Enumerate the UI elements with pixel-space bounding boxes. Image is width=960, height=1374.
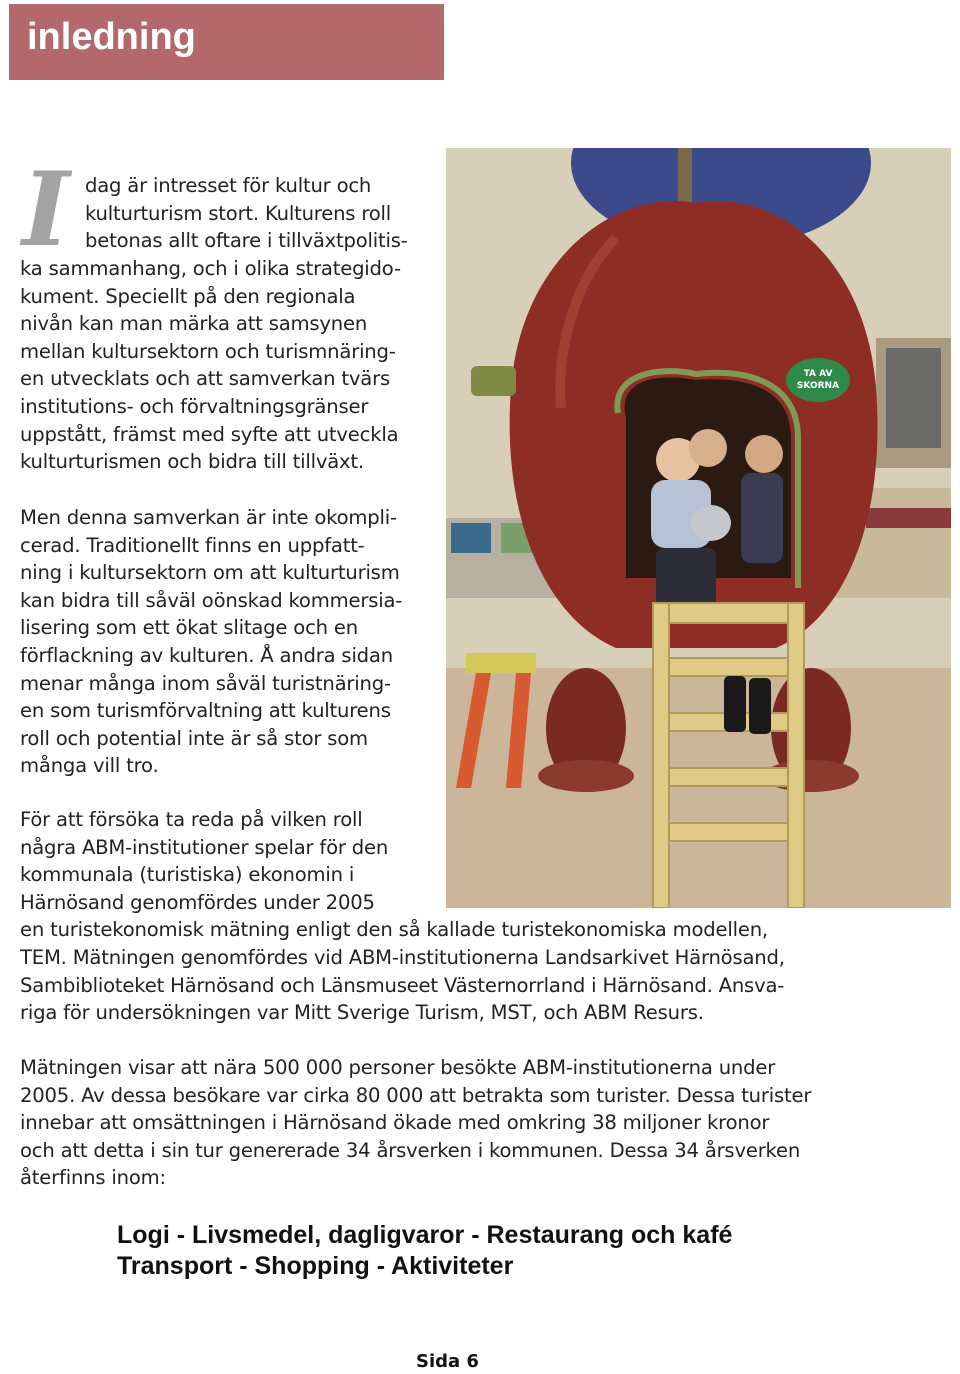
svg-text:TA AV: TA AV bbox=[803, 369, 833, 379]
paragraph-3: För att försöka ta reda på vilken roll några ABM-institutioner spelar för den kommunala (turistiska) ekonomin i Härnösand genomfördes under 2005 en turistekonomisk mätning enligt den så kallade turistekonomiska modellen, TEM. Mätningen genomfördes vid ABM-institutionerna Landsarkivet Härnösand, Sambiblioteket Härnösand och Länsmuseet Västernorrland i Härnösand. Ansva- riga för undersökningen var Mitt Sverige Turism, MST, och ABM Resurs. bbox=[20, 808, 785, 1025]
svg-text:SKORNA: SKORNA bbox=[796, 381, 840, 391]
apple-playhouse-photo bbox=[446, 148, 951, 908]
activities-list: Logi - Livsmedel, dagligvaror - Restaurang och kafé Transport - Shopping - Aktiviteter bbox=[117, 1221, 733, 1280]
paragraph-4: Mätningen visar att nära 500 000 personer besökte ABM-institutionerna under 2005. Av dessa besökare var cirka 80 000 att betrakta som turister. Dessa turister innebar att omsättningen i Härnösand ökade med omkring 38 miljoner kronor och att detta i sin tur genererade 34 årsverken i kommunen. Dessa 34 årsverken återfinns inom: bbox=[20, 1056, 812, 1190]
apple-knob bbox=[471, 366, 516, 396]
apple-stem bbox=[678, 148, 692, 208]
intro-first-lines: dag är intresset för kultur och kulturturism stort. Kulturens roll betonas allt oftare i tillväxtpolitis- bbox=[85, 174, 408, 253]
page-number: Sida 6 bbox=[416, 1351, 479, 1372]
sign bbox=[786, 358, 850, 402]
header-bar bbox=[9, 4, 444, 80]
intro-paragraph: ka sammanhang, och i olika strategido- kument. Speciellt på den regionala nivån kan man märka att samsynen mellan kultursektorn och turismnäring- en utvecklats och att samverkan tvärs institutions- och förvaltningsgränser uppstått, främst med syfte att utveckla kulturturismen och bidra till tillväxt. bbox=[20, 257, 401, 474]
section-title: inledning bbox=[27, 16, 196, 58]
drop-cap: I bbox=[22, 150, 70, 270]
paragraph-2: Men denna samverkan är inte okompli- cerad. Traditionellt finns en uppfatt- ning i kultursektorn om att kulturturism kan bidra till såväl oönskad kommersia- lisering som ett ökat slitage och en förflackning av kulturen. Å andra sidan menar många inom såväl turistnäring- en som turismförvaltning att kulturens roll och potential inte är så stor som många vill tro. bbox=[20, 506, 403, 778]
